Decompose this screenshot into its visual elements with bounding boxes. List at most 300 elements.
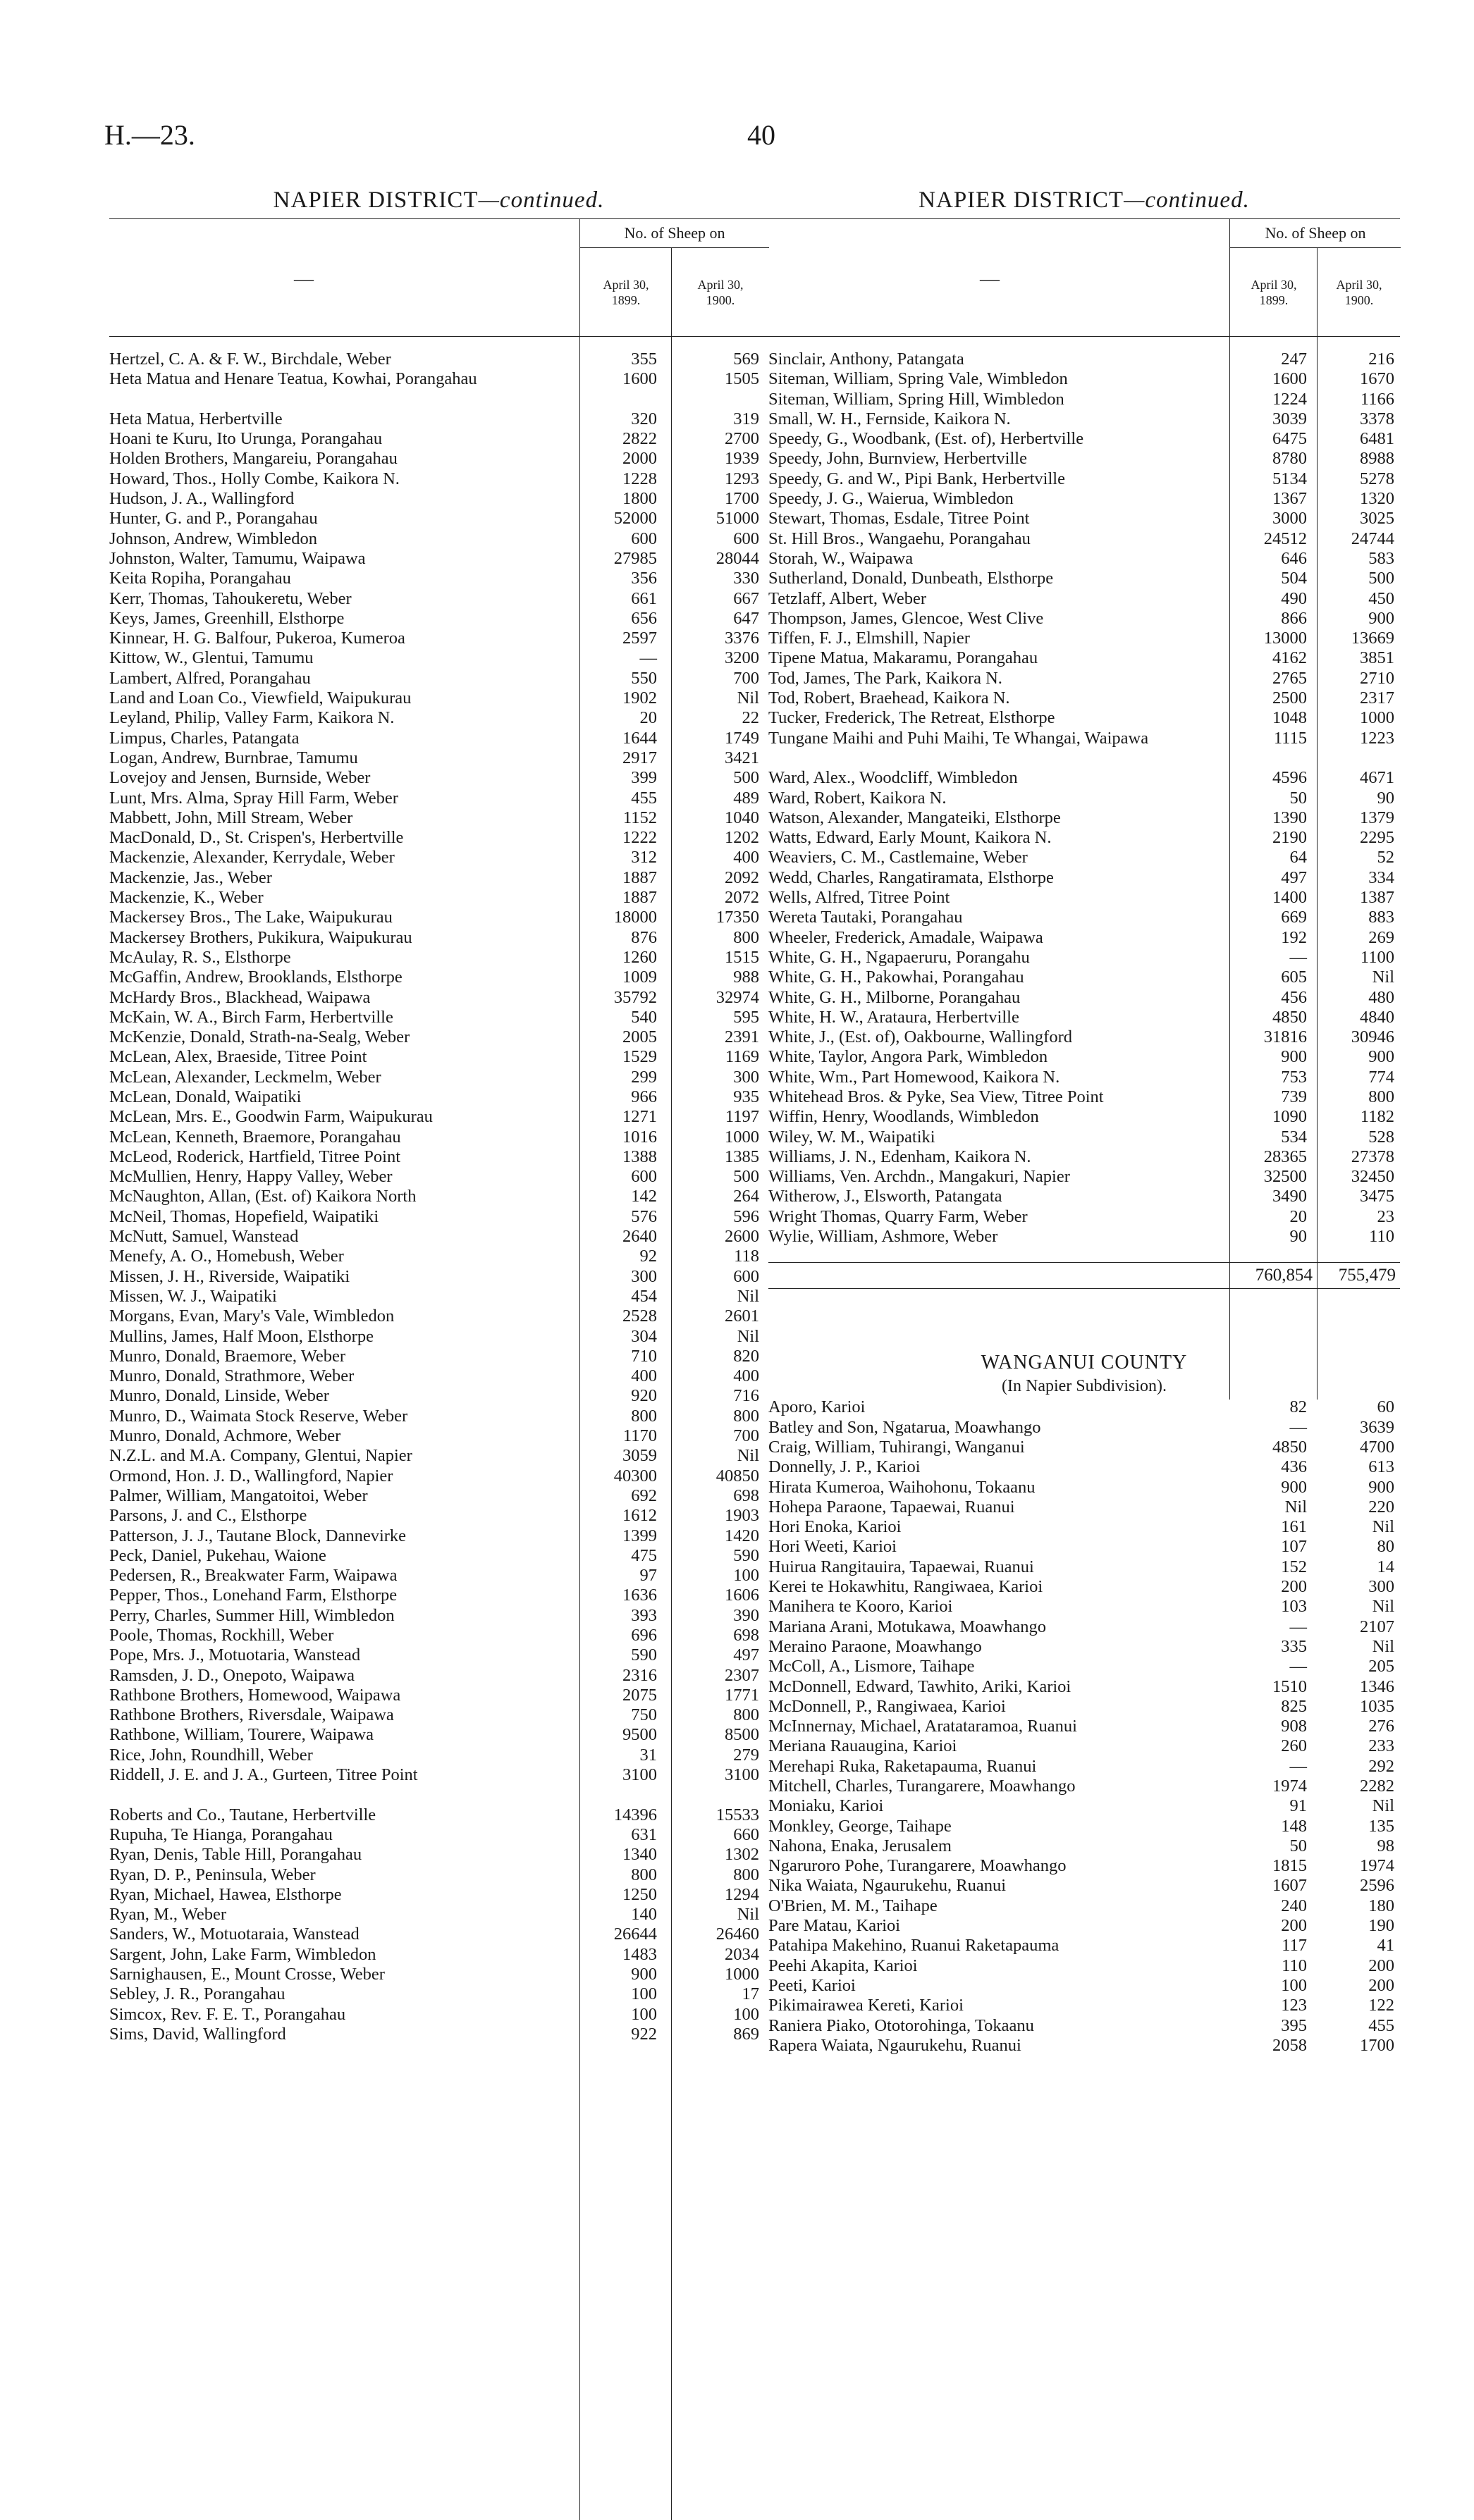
- sheep-1899: 3039: [1272, 409, 1307, 428]
- table-row: [109, 1128, 768, 1147]
- sheep-1900: 3475: [1360, 1187, 1394, 1206]
- sheep-1900: 883: [1368, 908, 1394, 927]
- holder-name: Tungane Maihi and Puhi Maihi, Te Whangai, Waipawa: [768, 728, 1149, 748]
- table-row: [109, 1287, 768, 1307]
- holder-name: Wright Thomas, Quarry Farm, Weber: [768, 1206, 1028, 1226]
- sheep-1900: 3025: [1360, 509, 1394, 529]
- table-row: [109, 1546, 768, 1566]
- sheep-1899: 1612: [622, 1506, 657, 1526]
- sheep-1899: 2005: [622, 1027, 657, 1047]
- table-row: [768, 350, 1400, 369]
- sheep-1899: 1115: [1273, 728, 1307, 748]
- table-row: [768, 1087, 1400, 1107]
- sheep-1900: 27378: [1351, 1147, 1394, 1166]
- holder-name: McKenzie, Donald, Strath-na-Sealg, Weber: [109, 1027, 410, 1047]
- table-row: [109, 848, 768, 867]
- sheep-1899: 110: [1282, 1956, 1307, 1975]
- table-row: [109, 1227, 768, 1247]
- sheep-1899: 825: [1281, 1696, 1307, 1716]
- holder-name: N.Z.L. and M.A. Company, Glentui, Napier: [109, 1446, 412, 1466]
- table-row: [109, 449, 768, 469]
- sheep-1899: 4850: [1272, 1437, 1307, 1457]
- sheep-1899: 100: [631, 1984, 657, 2004]
- sheep-1900: 1293: [725, 469, 759, 488]
- table-row: [768, 1537, 1400, 1557]
- table-row: [768, 1597, 1400, 1617]
- sheep-1899: 504: [1281, 569, 1307, 588]
- sheep-1899: 475: [631, 1545, 657, 1565]
- sheep-1899: 1600: [622, 369, 657, 389]
- sheep-1900: 400: [733, 848, 759, 867]
- holder-name: Pedersen, R., Breakwater Farm, Waipawa: [109, 1566, 398, 1586]
- holder-name: Wheeler, Frederick, Amadale, Waipawa: [768, 927, 1043, 947]
- sheep-1900: 22: [742, 708, 759, 728]
- sheep-1900: 122: [1368, 1996, 1394, 2015]
- sheep-1899: 50: [1289, 788, 1307, 808]
- sheep-1899: 966: [631, 1087, 657, 1106]
- holder-name: Poole, Thomas, Rockhill, Weber: [109, 1626, 334, 1645]
- sheep-1900: 1939: [725, 449, 759, 469]
- holder-name: Munro, Donald, Braemore, Weber: [109, 1346, 346, 1366]
- holder-name: Pope, Mrs. J., Motuotaria, Wanstead: [109, 1645, 361, 1665]
- sheep-1900: 330: [733, 569, 759, 588]
- sheep-1899: 52000: [613, 509, 657, 529]
- sheep-1899: 1510: [1272, 1676, 1307, 1696]
- sheep-1900: 3421: [725, 748, 759, 767]
- sheep-1900: 292: [1368, 1756, 1394, 1776]
- holder-name: Raniera Piako, Ototorohinga, Tokaanu: [768, 2015, 1034, 2035]
- holder-name: Hoani te Kuru, Ito Urunga, Porangahau: [109, 429, 383, 449]
- holder-name: White, J., (Est. of), Oakbourne, Wallingford: [768, 1027, 1072, 1047]
- table-row: [768, 1418, 1400, 1438]
- holder-name: Sebley, J. R., Porangahau: [109, 1984, 285, 2004]
- sheep-1900: 660: [733, 1824, 759, 1844]
- holder-name: Peeti, Karioi: [768, 1975, 856, 1995]
- sheep-1900: 800: [733, 927, 759, 947]
- table-row: [768, 948, 1400, 968]
- sheep-1900: 869: [733, 2024, 759, 2044]
- holder-name: Stewart, Thomas, Esdale, Titree Point: [768, 509, 1030, 529]
- table-row: [109, 369, 768, 409]
- holder-name: Mackersey Bros., The Lake, Waipukurau: [109, 908, 393, 927]
- table-row: [768, 469, 1400, 489]
- sheep-1900: 220: [1368, 1497, 1394, 1517]
- table-row: [109, 1825, 768, 1845]
- wanganui-title: WANGANUI COUNTY: [981, 1352, 1188, 1374]
- sheep-1899: 35792: [613, 987, 657, 1007]
- table-row: [768, 848, 1400, 867]
- holder-name: Meraino Paraone, Moawhango: [768, 1636, 982, 1656]
- sheep-1900: 300: [1368, 1577, 1394, 1597]
- sheep-1900: 279: [733, 1745, 759, 1765]
- holder-name: Ormond, Hon. J. D., Wallingford, Napier: [109, 1466, 393, 1486]
- table-row: [109, 1865, 768, 1885]
- sheep-1899: 1340: [622, 1845, 657, 1865]
- table-row: [109, 948, 768, 968]
- sheep-1900: 2072: [725, 888, 759, 908]
- sheep-1900: 400: [733, 1366, 759, 1386]
- holder-name: Munro, Donald, Linside, Weber: [109, 1386, 329, 1406]
- sheep-1899: 117: [1282, 1936, 1307, 1956]
- table-row: [768, 369, 1400, 389]
- sheep-1899: 2075: [622, 1685, 657, 1705]
- sheep-1900: Nil: [1372, 968, 1394, 987]
- holder-name: Meriana Rauaugina, Karioi: [768, 1736, 957, 1756]
- holder-name: Heta Matua, Herbertville: [109, 409, 283, 428]
- table-row: [768, 968, 1400, 987]
- sheep-1899: 1170: [622, 1426, 657, 1446]
- holder-name: Ward, Robert, Kaikora N.: [768, 788, 947, 808]
- sheep-1899: 1400: [1272, 888, 1307, 908]
- table-row: [109, 1187, 768, 1206]
- sheep-1900: 2317: [1360, 688, 1394, 708]
- sheep-1900: Nil: [1372, 1796, 1394, 1816]
- holder-name: McLean, Alexander, Leckmelm, Weber: [109, 1067, 381, 1087]
- holder-name: Speedy, G., Woodbank, (Est. of), Herbertville: [768, 429, 1084, 449]
- holder-name: Wylie, William, Ashmore, Weber: [768, 1227, 998, 1247]
- sheep-1900: 334: [1368, 867, 1394, 887]
- table-row: [109, 968, 768, 987]
- sheep-1900: 489: [733, 788, 759, 808]
- holder-name: Tod, Robert, Braehead, Kaikora N.: [768, 688, 1010, 708]
- sheep-1900: 1700: [725, 489, 759, 509]
- sheep-1899: 28365: [1263, 1147, 1307, 1166]
- holder-name: Ward, Alex., Woodcliff, Wimbledon: [768, 768, 1018, 788]
- sheep-1899: 1250: [622, 1884, 657, 1904]
- sheep-1900: 4840: [1360, 1007, 1394, 1027]
- sheep-1900: 595: [733, 1007, 759, 1027]
- table-row: [109, 589, 768, 609]
- sheep-1900: 100: [733, 2004, 759, 2024]
- table-row: [109, 1606, 768, 1626]
- holder-name: Patahipa Makehino, Ruanui Raketapauma: [768, 1936, 1060, 1956]
- doc-reference: H.—23.: [104, 119, 195, 151]
- holder-name: Riddell, J. E. and J. A., Gurteen, Titree Point: [109, 1765, 418, 1785]
- right-table-body: [768, 337, 1400, 1247]
- holder-name: McLean, Alex, Braeside, Titree Point: [109, 1047, 367, 1067]
- sheep-1899: 31: [639, 1745, 657, 1765]
- table-row: [768, 789, 1400, 808]
- holder-name: Wiley, W. M., Waipatiki: [768, 1127, 935, 1147]
- holder-name: Hertzel, C. A. & F. W., Birchdale, Weber: [109, 350, 391, 369]
- holder-name: Kittow, W., Glentui, Tamumu: [109, 648, 314, 668]
- sheep-1900: 900: [1368, 1047, 1394, 1067]
- holder-name: Small, W. H., Fernside, Kaikora N.: [768, 409, 1011, 428]
- holder-name: Hudson, J. A., Wallingford: [109, 489, 295, 509]
- table-row: [109, 1984, 768, 2004]
- holder-name: Kinnear, H. G. Balfour, Pukeroa, Kumeroa: [109, 629, 405, 648]
- sheep-1900: 3376: [725, 629, 759, 648]
- sheep-1899: 1974: [1272, 1777, 1307, 1796]
- table-row: [768, 1956, 1400, 1976]
- sheep-1900: 667: [733, 588, 759, 608]
- sheep-1900: 98: [1377, 1836, 1394, 1855]
- holder-name: White, Wm., Part Homewood, Kaikora N.: [768, 1067, 1060, 1087]
- holder-name: McNeil, Thomas, Hopefield, Waipatiki: [109, 1206, 379, 1226]
- table-row: [768, 2036, 1400, 2056]
- sheep-1900: 40850: [715, 1466, 759, 1486]
- sheep-1900: 1202: [725, 828, 759, 848]
- sheep-1899: 436: [1281, 1457, 1307, 1477]
- sheep-1899: 1399: [622, 1526, 657, 1545]
- holder-name: Nika Waiata, Ngaurukehu, Ruanui: [768, 1876, 1007, 1896]
- table-row: [768, 988, 1400, 1008]
- sheep-1900: 41: [1377, 1936, 1394, 1956]
- table-row: [109, 1506, 768, 1526]
- sheep-1900: 1000: [725, 1127, 759, 1147]
- sheep-1899: 27985: [613, 548, 657, 568]
- table-row: [768, 569, 1400, 588]
- sheep-1900: 3100: [725, 1765, 759, 1785]
- sheep-1900: Nil: [737, 1905, 759, 1925]
- table-row: [768, 1207, 1400, 1227]
- table-row: [109, 1247, 768, 1266]
- table-row: [109, 629, 768, 648]
- holder-name: Wedd, Charles, Rangatiramata, Elsthorpe: [768, 867, 1054, 887]
- sheep-1899: 540: [631, 1007, 657, 1027]
- sheep-1900: 60: [1377, 1397, 1394, 1417]
- sheep-1900: 569: [733, 350, 759, 369]
- table-row: [768, 1147, 1400, 1167]
- sheep-1900: 2092: [725, 867, 759, 887]
- table-row: [109, 1725, 768, 1745]
- holder-name: Land and Loan Co., Viewfield, Waipukurau: [109, 688, 412, 708]
- left-col-divider-2: [671, 335, 672, 2520]
- sheep-1900: 700: [733, 668, 759, 688]
- left-section-title: [109, 182, 768, 218]
- table-row: [109, 1566, 768, 1586]
- sheep-1899: 395: [1281, 2015, 1307, 2035]
- table-row: [109, 868, 768, 888]
- holder-name: Weaviers, C. M., Castlemaine, Weber: [768, 848, 1028, 867]
- sheep-1899: 300: [631, 1266, 657, 1286]
- sheep-1900: 1346: [1360, 1676, 1394, 1696]
- table-row: [768, 449, 1400, 469]
- table-row: [109, 1905, 768, 1925]
- holder-name: McLean, Donald, Waipatiki: [109, 1087, 302, 1106]
- sheep-1900: Nil: [1372, 1636, 1394, 1656]
- sheep-1899: 656: [631, 608, 657, 628]
- table-row: [768, 1227, 1400, 1247]
- sheep-1900: 1385: [725, 1147, 759, 1166]
- sheep-1899: 3100: [622, 1765, 657, 1785]
- table-row: [109, 708, 768, 728]
- table-row: [109, 1845, 768, 1865]
- table-row: [768, 1757, 1400, 1777]
- holder-name: Speedy, John, Burnview, Herbertville: [768, 449, 1027, 469]
- sheep-1899: 5134: [1272, 469, 1307, 488]
- holder-name: McKain, W. A., Birch Farm, Herbertville: [109, 1007, 393, 1027]
- table-row: [768, 648, 1400, 668]
- holder-name: White, Taylor, Angora Park, Wimbledon: [768, 1047, 1048, 1067]
- sheep-1900: 13669: [1351, 629, 1394, 648]
- holder-name: Watson, Alexander, Mangateiki, Elsthorpe: [768, 808, 1061, 827]
- holder-name: Ngaruroro Pohe, Turangarere, Moawhango: [768, 1856, 1067, 1876]
- table-row: [768, 688, 1400, 708]
- holder-name: Rupuha, Te Hianga, Porangahau: [109, 1824, 333, 1844]
- sheep-1899: 922: [631, 2024, 657, 2044]
- right-col2-header: [1317, 247, 1401, 336]
- sheep-1900: 1387: [1360, 888, 1394, 908]
- left-col2-line1: April 30,: [697, 278, 744, 292]
- table-row: [109, 2005, 768, 2025]
- sheep-1900: 3378: [1360, 409, 1394, 428]
- table-row: [109, 2025, 768, 2044]
- sheep-1899: —: [1289, 947, 1307, 967]
- sheep-1900: 17350: [715, 908, 759, 927]
- sheep-1899: 200: [1281, 1577, 1307, 1597]
- sheep-1900: 1100: [1360, 947, 1394, 967]
- sheep-1899: 2822: [622, 429, 657, 449]
- holder-name: Witherow, J., Elsworth, Patangata: [768, 1187, 1002, 1206]
- sheep-1900: 100: [733, 1566, 759, 1586]
- holder-name: Munro, D., Waimata Stock Reserve, Weber: [109, 1406, 408, 1426]
- sheep-1899: 50: [1289, 1836, 1307, 1855]
- table-row: [768, 828, 1400, 848]
- sheep-1899: 1529: [622, 1047, 657, 1067]
- sheep-1899: 393: [631, 1605, 657, 1625]
- table-row: [768, 1936, 1400, 1956]
- sheep-1899: 2917: [622, 748, 657, 767]
- holder-name: Monkley, George, Taihape: [768, 1816, 952, 1836]
- table-row: [109, 1965, 768, 1984]
- sheep-1900: 500: [733, 768, 759, 788]
- holder-name: MacDonald, D., St. Crispen's, Herbertville: [109, 828, 404, 848]
- table-row: [768, 1557, 1400, 1577]
- table-row: [109, 729, 768, 748]
- sheep-1900: 2282: [1360, 1777, 1394, 1796]
- sheep-1899: 456: [1281, 987, 1307, 1007]
- table-row: [768, 1916, 1400, 1936]
- table-row: [109, 1645, 768, 1665]
- holder-name: Siteman, William, Spring Vale, Wimbledon: [768, 369, 1068, 389]
- holder-name: McHardy Bros., Blackhead, Waipawa: [109, 987, 371, 1007]
- sheep-1899: —: [1289, 1417, 1307, 1437]
- holder-name: Batley and Son, Ngatarua, Moawhango: [768, 1417, 1041, 1437]
- table-row: [109, 1107, 768, 1127]
- table-row: [109, 429, 768, 449]
- holder-name: Sanders, W., Motuotaraia, Wanstead: [109, 1925, 360, 1944]
- right-title-text: NAPIER DISTRICT: [919, 187, 1124, 213]
- sheep-1899: 1260: [622, 947, 657, 967]
- sheep-1899: 590: [631, 1645, 657, 1665]
- sheep-1900: 600: [733, 529, 759, 548]
- sheep-1899: 247: [1281, 350, 1307, 369]
- holder-name: McDonnell, Edward, Tawhito, Ariki, Karioi: [768, 1676, 1071, 1696]
- holder-name: Rice, John, Roundhill, Weber: [109, 1745, 313, 1765]
- sheep-1900: 800: [1368, 1087, 1394, 1106]
- table-row: [768, 1438, 1400, 1457]
- sheep-1899: 299: [631, 1067, 657, 1087]
- holder-name: White, H. W., Arataura, Herbertville: [768, 1007, 1019, 1027]
- sheep-1899: 753: [1281, 1067, 1307, 1087]
- holder-name: McDonnell, P., Rangiwaea, Karioi: [768, 1696, 1006, 1716]
- sheep-1900: 1379: [1360, 808, 1394, 827]
- left-name-column-dash: —: [294, 268, 314, 290]
- holder-name: Wells, Alfred, Titree Point: [768, 888, 950, 908]
- sheep-1900: 2600: [725, 1227, 759, 1247]
- right-col2-line1: April 30,: [1336, 278, 1382, 292]
- sheep-1899: 1228: [622, 469, 657, 488]
- table-row: [109, 1446, 768, 1466]
- table-row: [109, 669, 768, 688]
- sheep-1899: 312: [631, 848, 657, 867]
- holder-name: Sinclair, Anthony, Patangata: [768, 350, 964, 369]
- holder-name: Tetzlaff, Albert, Weber: [768, 588, 926, 608]
- table-row: [109, 1167, 768, 1187]
- sheep-1899: 9500: [622, 1725, 657, 1745]
- holder-name: Pikimairawea Kereti, Karioi: [768, 1996, 964, 2015]
- wanganui-table-body: [768, 1397, 1400, 2056]
- sheep-1900: 205: [1368, 1657, 1394, 1676]
- sheep-1900: 800: [733, 1406, 759, 1426]
- sheep-1900: 135: [1368, 1816, 1394, 1836]
- sheep-1900: 1223: [1360, 728, 1394, 748]
- holder-name: Nahona, Enaka, Jerusalem: [768, 1836, 952, 1855]
- holder-name: Heta Matua and Henare Teatua, Kowhai, Porangahau: [109, 369, 477, 389]
- holder-name: McGaffin, Andrew, Brooklands, Elsthorpe: [109, 968, 403, 987]
- table-row: [109, 828, 768, 848]
- sheep-1900: 800: [733, 1865, 759, 1884]
- sheep-1899: —: [1289, 1657, 1307, 1676]
- holder-name: Manihera te Kooro, Karioi: [768, 1597, 953, 1617]
- sheep-1900: 5278: [1360, 469, 1394, 488]
- table-row: [768, 1008, 1400, 1027]
- right-col-divider-1: [1229, 335, 1230, 1400]
- sheep-1900: 1197: [725, 1107, 759, 1127]
- sheep-1900: 90: [1377, 788, 1394, 808]
- table-row: [768, 1577, 1400, 1597]
- holder-name: O'Brien, M. M., Taihape: [768, 1896, 938, 1915]
- sheep-1899: 92: [639, 1247, 657, 1266]
- holder-name: Simcox, Rev. F. E. T., Porangahau: [109, 2004, 346, 2024]
- table-row: [768, 708, 1400, 728]
- sheep-1899: 661: [631, 588, 657, 608]
- sheep-1900: 935: [733, 1087, 759, 1106]
- sheep-1900: 2601: [725, 1307, 759, 1326]
- sheep-1900: 110: [1369, 1227, 1394, 1247]
- sheep-1899: 3490: [1272, 1187, 1307, 1206]
- holder-name: Pepper, Thos., Lonehand Farm, Elsthorpe: [109, 1586, 398, 1605]
- holder-name: Howard, Thos., Holly Combe, Kaikora N.: [109, 469, 400, 488]
- table-row: [109, 549, 768, 569]
- table-row: [109, 1486, 768, 1506]
- table-row: [768, 1677, 1400, 1697]
- table-row: [109, 1027, 768, 1047]
- sheep-1899: 2500: [1272, 688, 1307, 708]
- left-column: [109, 182, 768, 2044]
- sheep-1899: 91: [1289, 1796, 1307, 1816]
- sheep-1899: 1483: [622, 1944, 657, 1964]
- sheep-1899: 739: [1281, 1087, 1307, 1106]
- sheep-1899: 800: [631, 1865, 657, 1884]
- holder-name: Lovejoy and Jensen, Burnside, Weber: [109, 768, 371, 788]
- table-row: [109, 1327, 768, 1347]
- holder-name: Wiffin, Henry, Woodlands, Wimbledon: [768, 1107, 1039, 1127]
- table-row: [109, 1008, 768, 1027]
- left-col2-line2: 1900.: [706, 293, 735, 307]
- sheep-1899: Nil: [1284, 1497, 1307, 1517]
- left-col1-line2: 1899.: [611, 293, 641, 307]
- holder-name: Lunt, Mrs. Alma, Spray Hill Farm, Weber: [109, 788, 398, 808]
- right-col1-line2: 1899.: [1259, 293, 1289, 307]
- table-row: [768, 1657, 1400, 1676]
- holder-name: Williams, Ven. Archdn., Mangakuri, Napier: [768, 1167, 1070, 1187]
- holder-name: Moniaku, Karioi: [768, 1796, 884, 1816]
- sheep-1900: 390: [733, 1605, 759, 1625]
- sheep-1900: Nil: [1372, 1517, 1394, 1537]
- sheep-1899: 200: [1281, 1916, 1307, 1936]
